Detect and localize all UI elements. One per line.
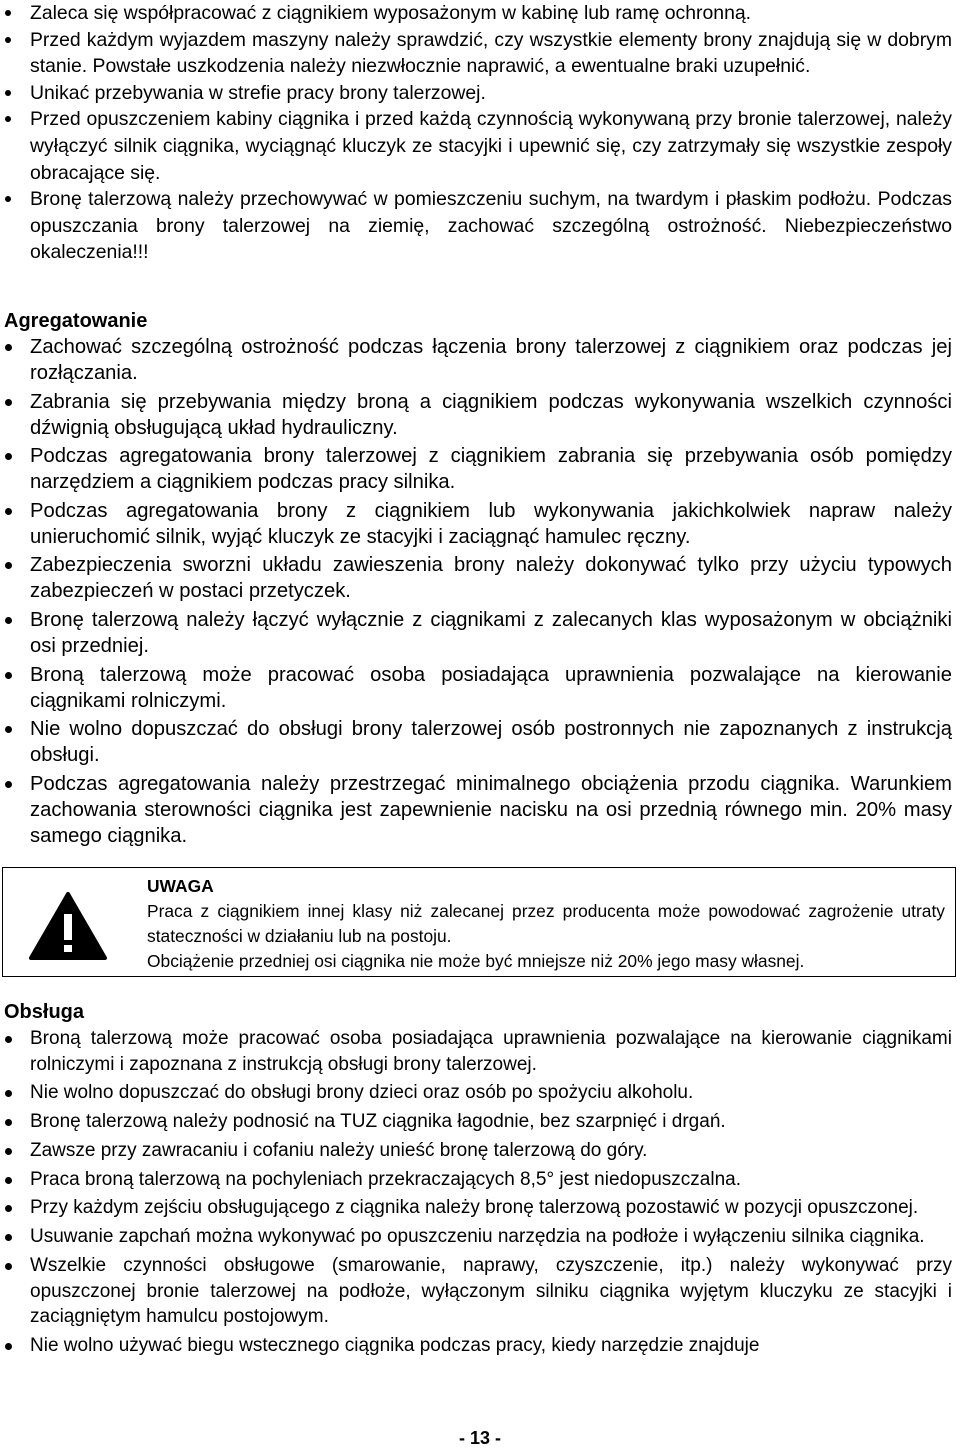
list-item: Zabezpieczenia sworzni układu zawieszenia brony należy dokonywać tylko przy użyciu typowych zabezpieczeń w postaci przetyczek.	[0, 552, 960, 604]
list-item: Bronę talerzową należy łączyć wyłącznie z ciągnikami z zalecanych klas wyposażonym w obciążniki osi przedniej.	[0, 607, 960, 659]
safety-list-obsluga	[0, 1026, 960, 1362]
list-item: Unikać przebywania w strefie pracy brony talerzowej.	[0, 80, 960, 107]
list-item: Bronę talerzową należy przechowywać w pomieszczeniu suchym, na twardym i płaskim podłożu. Podczas opuszczania brony talerzowej na ziemię, zachować szczególną ostrożność. Niebezpieczeństwo okaleczenia!!!	[0, 186, 960, 266]
warning-text	[147, 874, 945, 974]
warning-box	[2, 867, 956, 977]
warning-triangle-icon	[28, 890, 108, 962]
page-number: - 13 -	[458, 1428, 501, 1448]
list-item: Praca broną talerzową na pochyleniach przekraczających 8,5° jest niedopuszczalna.	[0, 1167, 960, 1193]
list-item: Podczas agregatowania należy przestrzegać minimalnego obciążenia przodu ciągnika. Warunkiem zachowania sterowności ciągnika jest zapewnienie nacisku na osi przednią równego min. 20% masy samego ciągnika.	[0, 771, 960, 849]
section-heading-agregatowanie: Agregatowanie	[4, 310, 148, 332]
list-item: Usuwanie zapchań można wykonywać po opuszczeniu narzędzia na podłoże i wyłączeniu silnika ciągnika.	[0, 1224, 960, 1250]
list-item: Przed każdym wyjazdem maszyny należy sprawdzić, czy wszystkie elementy brony znajdują się w dobrym stanie. Powstałe uszkodzenia należy niezwłocznie naprawić, a ewentualne braki uzupełnić.	[0, 27, 960, 80]
list-item: Bronę talerzową należy podnosić na TUZ ciągnika łagodnie, bez szarpnięć i drgań.	[0, 1109, 960, 1135]
list-item: Nie wolno dopuszczać do obsługi brony talerzowej osób postronnych nie zapoznanych z instrukcją obsługi.	[0, 716, 960, 768]
list-item: Zaleca się współpracować z ciągnikiem wyposażonym w kabinę lub ramę ochronną.	[0, 0, 960, 27]
list-item: Nie wolno używać biegu wstecznego ciągnika podczas pracy, kiedy narzędzie znajduje	[0, 1333, 960, 1359]
list-item: Przy każdym zejściu obsługującego z ciągnika należy bronę talerzową pozostawić w pozycji opuszczonej.	[0, 1195, 960, 1221]
list-item: Nie wolno dopuszczać do obsługi brony dzieci oraz osób po spożyciu alkoholu.	[0, 1080, 960, 1106]
list-item: Zachować szczególną ostrożność podczas łączenia brony talerzowej z ciągnikiem oraz podczas jej rozłączania.	[0, 334, 960, 386]
safety-list-agregatowanie	[0, 334, 960, 851]
list-item: Przed opuszczeniem kabiny ciągnika i przed każdą czynnością wykonywaną przy bronie talerzowej, należy wyłączyć silnik ciągnika, wyciągnąć kluczyk ze stacyjki i upewnić się, czy zatrzymały się wszystkie zespoły obracające się.	[0, 106, 960, 186]
list-item: Zabrania się przebywania między broną a ciągnikiem podczas wykonywania wszelkich czynności dźwignią obsługującą układ hydrauliczny.	[0, 389, 960, 441]
list-item: Podczas agregatowania brony z ciągnikiem lub wykonywania jakichkolwiek napraw należy unieruchomić silnik, wyjąć kluczyk ze stacyjki i zaciągnąć hamulec ręczny.	[0, 498, 960, 550]
list-item: Podczas agregatowania brony talerzowej z ciągnikiem zabrania się przebywania osób pomiędzy narzędziem a ciągnikiem podczas pracy silnika.	[0, 443, 960, 495]
list-item: Zawsze przy zawracaniu i cofaniu należy unieść bronę talerzową do góry.	[0, 1138, 960, 1164]
list-item: Broną talerzową może pracować osoba posiadająca uprawnienia pozwalające na kierowanie ciągnikami rolniczymi.	[0, 662, 960, 714]
warning-title: UWAGA	[147, 876, 214, 896]
section-heading-obsluga: Obsługa	[4, 1001, 85, 1023]
warning-line: Obciążenie przedniej osi ciągnika nie może być mniejsze niż 20% jego masy własnej.	[147, 951, 805, 971]
warning-line: Praca z ciągnikiem innej klasy niż zalecanej przez producenta może powodować zagrożenie utraty stateczności w działaniu lub na postoju.	[147, 901, 945, 946]
list-item: Broną talerzową może pracować osoba posiadająca uprawnienia pozwalające na kierowanie ciągnikami rolniczymi i zapoznana z instrukcją obsługi brony talerzowej.	[0, 1026, 960, 1077]
safety-list-general	[0, 0, 960, 266]
list-item: Wszelkie czynności obsługowe (smarowanie, naprawy, czyszczenie, itp.) należy wykonywać przy opuszczonej bronie talerzowej na podłoże, wyłączonym silniku ciągnika wyjętym kluczyku ze stacyjki i zaciągniętym hamulcu postojowym.	[0, 1253, 960, 1330]
